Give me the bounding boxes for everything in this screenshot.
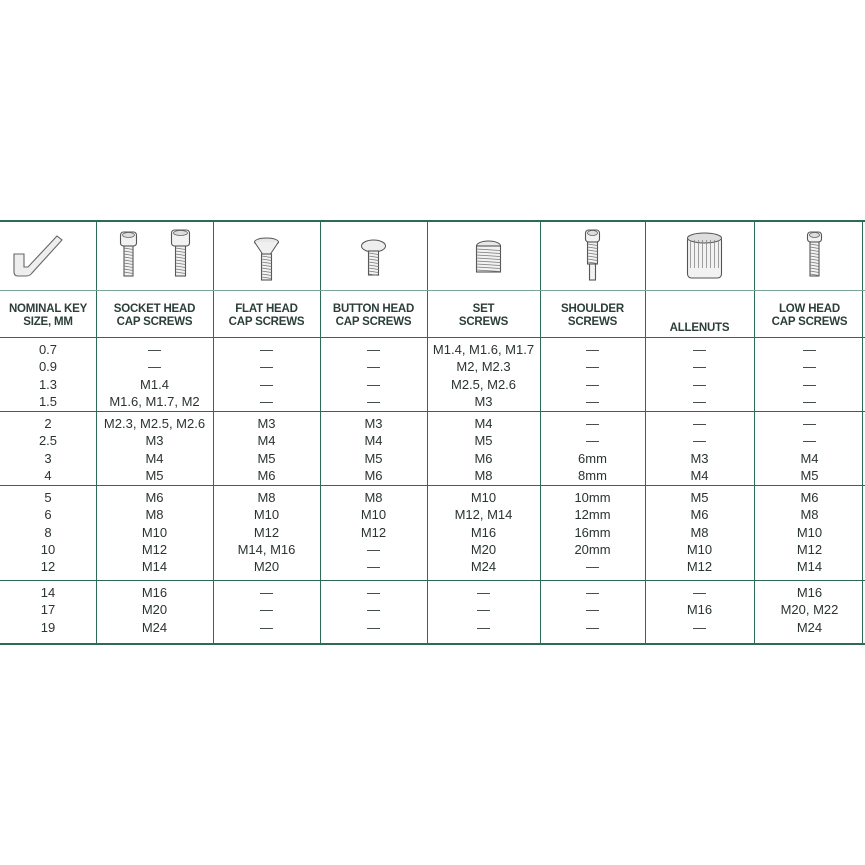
key-size-cell: 4 bbox=[44, 467, 52, 483]
table-cell-button: — bbox=[367, 393, 380, 409]
table-cell-lowhead: — bbox=[803, 433, 816, 449]
table-cell-allenuts: — bbox=[693, 342, 706, 357]
table-cell-set: M2, M2.3 bbox=[456, 359, 511, 375]
column-header-line: LOW HEAD bbox=[778, 303, 840, 315]
icon-row-divider bbox=[0, 290, 865, 291]
column-icon-cell bbox=[645, 222, 754, 290]
column-icon-cell bbox=[754, 222, 865, 290]
table-cell-set: M8 bbox=[474, 467, 493, 483]
table-cell-allenuts: M3 bbox=[690, 450, 709, 466]
key-size-cell: 14 bbox=[40, 585, 56, 600]
table-cell-allenuts: M4 bbox=[690, 467, 709, 483]
column-header-line: CAP SCREWS bbox=[228, 316, 305, 328]
table-cell-shoulder: 20mm bbox=[574, 541, 611, 557]
table-cell-shoulder: — bbox=[586, 559, 599, 575]
table-cell-set: M10 bbox=[470, 490, 497, 505]
table-cell-flat: — bbox=[260, 602, 273, 618]
table-cell-socket: M3 bbox=[145, 433, 164, 449]
table-cell-allenuts: — bbox=[693, 433, 706, 449]
table-cell-socket: — bbox=[148, 359, 161, 375]
table-cell-socket: M6 bbox=[145, 490, 164, 505]
table-cell-shoulder: — bbox=[586, 342, 599, 357]
table-cell-socket: M20 bbox=[141, 602, 168, 618]
table-cell-set: — bbox=[477, 585, 490, 600]
table-cell-allenuts: — bbox=[693, 416, 706, 431]
table-cell-allenuts: — bbox=[693, 376, 706, 392]
column-icon-cell bbox=[320, 222, 427, 290]
flat-head-cap-screw-icon bbox=[215, 224, 318, 288]
group-divider bbox=[0, 337, 865, 338]
table-cell-shoulder: — bbox=[586, 585, 599, 600]
table-cell-shoulder: — bbox=[586, 433, 599, 449]
table-cell-shoulder: — bbox=[586, 393, 599, 409]
column-header-button bbox=[320, 297, 427, 335]
column-header-lowhead bbox=[754, 297, 865, 335]
table-cell-button: M10 bbox=[360, 507, 387, 523]
column-header-socket bbox=[96, 297, 213, 335]
table-cell-button: M12 bbox=[360, 524, 387, 540]
key-size-cell: 2 bbox=[44, 416, 52, 431]
table-cell-shoulder: — bbox=[586, 359, 599, 375]
column-header-line: ALLENUTS bbox=[669, 322, 730, 334]
key-size-cell: 12 bbox=[40, 559, 56, 575]
table-cell-lowhead: M14 bbox=[796, 559, 823, 575]
table-cell-socket: M10 bbox=[141, 524, 168, 540]
table-cell-set: — bbox=[477, 602, 490, 618]
key-size-cell: 3 bbox=[44, 450, 52, 466]
table-cell-lowhead: — bbox=[803, 342, 816, 357]
table-cell-set: M20 bbox=[470, 541, 497, 557]
key-size-cell: 6 bbox=[44, 507, 52, 523]
table-cell-socket: M4 bbox=[145, 450, 164, 466]
table-cell-allenuts: M10 bbox=[686, 541, 713, 557]
table-cell-shoulder: — bbox=[586, 416, 599, 431]
table-cell-set: M6 bbox=[474, 450, 493, 466]
table-cell-button: — bbox=[367, 602, 380, 618]
table-cell-set: M4 bbox=[474, 416, 493, 431]
table-cell-button: — bbox=[367, 359, 380, 375]
table-cell-button: M6 bbox=[364, 467, 383, 483]
table-cell-allenuts: M6 bbox=[690, 507, 709, 523]
key-size-cell: 17 bbox=[40, 602, 56, 618]
column-icon-cell bbox=[96, 222, 213, 290]
column-header-line: NOMINAL KEY bbox=[8, 303, 88, 315]
table-cell-shoulder: 10mm bbox=[574, 490, 611, 505]
table-cell-lowhead: M20, M22 bbox=[780, 602, 839, 618]
table-cell-lowhead: — bbox=[803, 393, 816, 409]
table-cell-shoulder: 16mm bbox=[574, 524, 611, 540]
button-head-cap-screw-icon bbox=[322, 224, 425, 288]
table-cell-flat: M12 bbox=[253, 524, 280, 540]
hex-key-icon bbox=[2, 224, 94, 288]
column-header-set bbox=[427, 297, 540, 335]
table-cell-shoulder: — bbox=[586, 619, 599, 635]
column-header-shoulder bbox=[540, 297, 645, 335]
key-size-cell: 0.9 bbox=[38, 359, 58, 375]
key-size-cell: 8 bbox=[44, 524, 52, 540]
table-cell-socket: — bbox=[148, 342, 161, 357]
table-cell-set: M5 bbox=[474, 433, 493, 449]
table-cell-allenuts: — bbox=[693, 393, 706, 409]
table-bottom-border bbox=[0, 643, 865, 645]
table-cell-set: — bbox=[477, 619, 490, 635]
table-cell-socket: M12 bbox=[141, 541, 168, 557]
column-header-line: CAP SCREWS bbox=[771, 316, 848, 328]
table-cell-button: — bbox=[367, 342, 380, 357]
socket-head-cap-screw-icon bbox=[98, 224, 211, 288]
table-cell-flat: M20 bbox=[253, 559, 280, 575]
column-icon-cell bbox=[427, 222, 540, 290]
column-header-line: SIZE, MM bbox=[23, 316, 73, 328]
table-cell-lowhead: — bbox=[803, 359, 816, 375]
table-cell-allenuts: M16 bbox=[686, 602, 713, 618]
table-cell-shoulder: — bbox=[586, 602, 599, 618]
table-cell-allenuts: M5 bbox=[690, 490, 709, 505]
table-cell-socket: M1.6, M1.7, M2 bbox=[109, 393, 200, 409]
table-cell-socket: M1.4 bbox=[140, 376, 169, 392]
table-cell-flat: M14, M16 bbox=[237, 541, 296, 557]
table-cell-button: M3 bbox=[364, 416, 383, 431]
key-size-cell: 1.3 bbox=[38, 376, 58, 392]
table-cell-set: M16 bbox=[470, 524, 497, 540]
group-divider bbox=[0, 411, 865, 412]
table-cell-lowhead: M16 bbox=[796, 585, 823, 600]
table-cell-socket: M5 bbox=[145, 467, 164, 483]
key-size-cell: 5 bbox=[44, 490, 52, 505]
table-cell-button: — bbox=[367, 559, 380, 575]
key-size-cell: 0.7 bbox=[38, 342, 58, 357]
table-cell-button: — bbox=[367, 585, 380, 600]
table-cell-socket: M24 bbox=[141, 619, 168, 635]
column-icon-cell bbox=[540, 222, 645, 290]
table-cell-lowhead: M4 bbox=[800, 450, 819, 466]
column-header-allenuts bbox=[645, 297, 754, 335]
column-header-line: CAP SCREWS bbox=[116, 316, 193, 328]
column-header-key bbox=[0, 297, 96, 335]
table-cell-flat: — bbox=[260, 376, 273, 392]
table-cell-shoulder: 8mm bbox=[578, 467, 607, 483]
key-size-cell: 2.5 bbox=[38, 433, 58, 449]
key-size-cell: 1.5 bbox=[38, 393, 58, 409]
table-cell-allenuts: M8 bbox=[690, 524, 709, 540]
table-cell-shoulder: 6mm bbox=[578, 450, 607, 466]
table-cell-shoulder: 12mm bbox=[574, 507, 611, 523]
table-cell-button: — bbox=[367, 376, 380, 392]
column-header-line: BUTTON HEAD bbox=[332, 303, 415, 315]
table-cell-lowhead: M6 bbox=[800, 490, 819, 505]
table-cell-lowhead: M12 bbox=[796, 541, 823, 557]
table-cell-lowhead: M5 bbox=[800, 467, 819, 483]
table-cell-flat: M5 bbox=[257, 450, 276, 466]
table-cell-set: M3 bbox=[474, 393, 493, 409]
table-cell-set: M1.4, M1.6, M1.7 bbox=[432, 342, 535, 357]
shoulder-screw-icon bbox=[542, 224, 643, 288]
table-cell-allenuts: M12 bbox=[686, 559, 713, 575]
table-cell-flat: — bbox=[260, 359, 273, 375]
table-cell-button: — bbox=[367, 541, 380, 557]
table-cell-flat: — bbox=[260, 393, 273, 409]
table-cell-flat: M4 bbox=[257, 433, 276, 449]
allenut-icon bbox=[647, 224, 752, 288]
group-divider bbox=[0, 485, 865, 486]
table-cell-set: M12, M14 bbox=[454, 507, 513, 523]
table-cell-set: M2.5, M2.6 bbox=[450, 376, 517, 392]
table-cell-button: M8 bbox=[364, 490, 383, 505]
table-cell-lowhead: M8 bbox=[800, 507, 819, 523]
table-cell-flat: M10 bbox=[253, 507, 280, 523]
key-size-cell: 10 bbox=[40, 541, 56, 557]
column-header-line: SHOULDER bbox=[561, 303, 624, 315]
table-cell-socket: M8 bbox=[145, 507, 164, 523]
table-cell-socket: M16 bbox=[141, 585, 168, 600]
key-size-cell: 19 bbox=[40, 619, 56, 635]
table-cell-lowhead: — bbox=[803, 416, 816, 431]
column-header-line: SET bbox=[472, 303, 495, 315]
table-cell-set: M24 bbox=[470, 559, 497, 575]
column-header-line: SCREWS bbox=[458, 316, 509, 328]
column-header-line: FLAT HEAD bbox=[235, 303, 298, 315]
table-cell-flat: — bbox=[260, 342, 273, 357]
table-cell-allenuts: — bbox=[693, 585, 706, 600]
table-cell-flat: — bbox=[260, 585, 273, 600]
column-icon-cell bbox=[0, 222, 96, 290]
table-cell-lowhead: M10 bbox=[796, 524, 823, 540]
column-header-line: CAP SCREWS bbox=[335, 316, 412, 328]
column-header-line: SOCKET HEAD bbox=[113, 303, 196, 315]
table-cell-button: M5 bbox=[364, 450, 383, 466]
table-cell-lowhead: — bbox=[803, 376, 816, 392]
table-cell-flat: — bbox=[260, 619, 273, 635]
group-divider bbox=[0, 580, 865, 581]
table-cell-flat: M6 bbox=[257, 467, 276, 483]
column-header-line: SCREWS bbox=[567, 316, 618, 328]
set-screw-icon bbox=[429, 224, 538, 288]
table-cell-lowhead: M24 bbox=[796, 619, 823, 635]
table-cell-flat: M8 bbox=[257, 490, 276, 505]
table-cell-button: M4 bbox=[364, 433, 383, 449]
table-cell-allenuts: — bbox=[693, 359, 706, 375]
column-icon-cell bbox=[213, 222, 320, 290]
table-cell-flat: M3 bbox=[257, 416, 276, 431]
column-header-flat bbox=[213, 297, 320, 335]
table-cell-button: — bbox=[367, 619, 380, 635]
table-cell-socket: M2.3, M2.5, M2.6 bbox=[103, 416, 206, 431]
low-head-cap-screw-icon bbox=[756, 224, 863, 288]
table-cell-allenuts: — bbox=[693, 619, 706, 635]
table-cell-shoulder: — bbox=[586, 376, 599, 392]
table-cell-socket: M14 bbox=[141, 559, 168, 575]
